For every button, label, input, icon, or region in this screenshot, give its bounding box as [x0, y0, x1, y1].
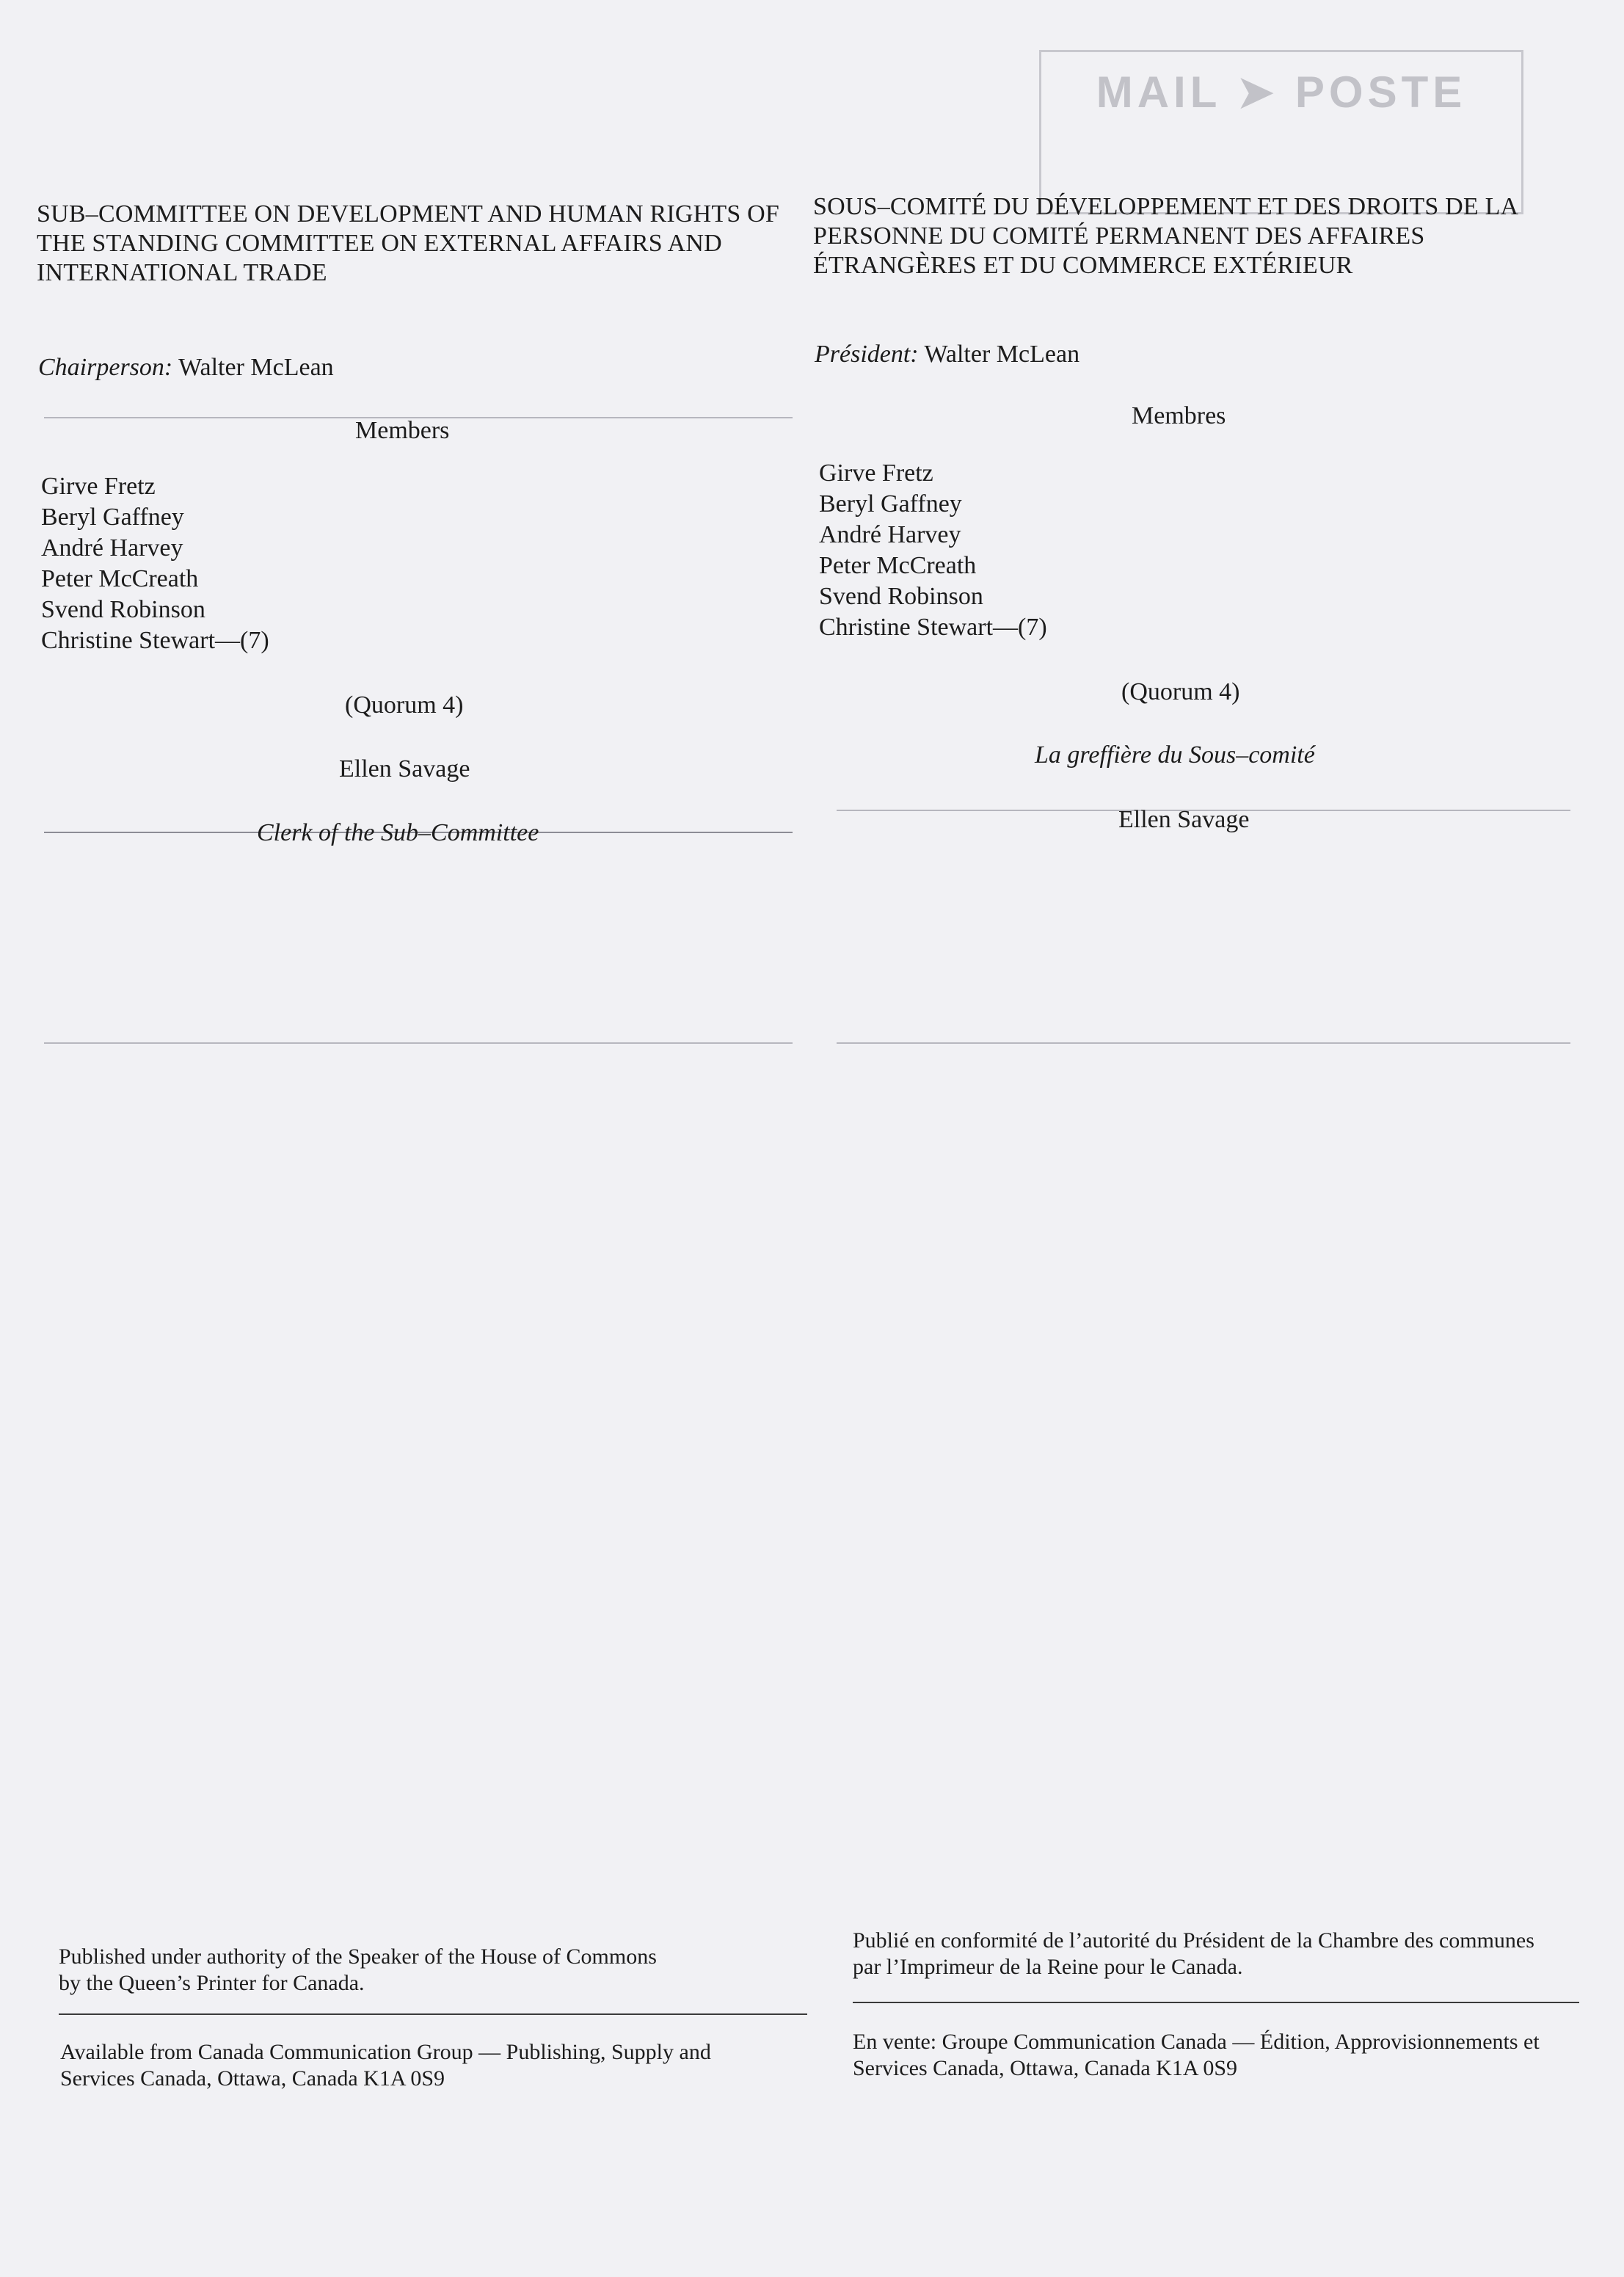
list-item: André Harvey — [819, 521, 961, 548]
french-availability-notice: En vente: Groupe Communication Canada — Édition, Approvisionnements et Services Canada, Ottawa, Canada K1A 0S9 — [853, 2030, 1540, 2080]
english-quorum: (Quorum 4) — [345, 691, 464, 719]
french-clerk-label: La greffière du Sous–comité — [1035, 741, 1315, 769]
list-item: Christine Stewart—(7) — [819, 614, 1047, 641]
list-item: Peter McCreath — [41, 565, 199, 592]
french-quorum: (Quorum 4) — [1121, 678, 1240, 705]
list-item: Beryl Gaffney — [819, 490, 962, 518]
list-item: Peter McCreath — [819, 552, 977, 579]
bleed-rule-3 — [837, 1042, 1570, 1044]
list-item: André Harvey — [41, 534, 183, 562]
list-item: Beryl Gaffney — [41, 504, 184, 531]
french-committee-title: SOUS–COMITÉ DU DÉVELOPPEMENT ET DES DROITS DE LA PERSONNE DU COMITÉ PERMANENT DES AFFAIRES ÉTRANGÈRES ET DU COMMERCE EXTÉRIEUR — [813, 193, 1518, 279]
french-published-notice: Publié en conformité de l’autorité du Président de la Chambre des communes par l’Imprimeur de la Reine pour le Canada. — [853, 1928, 1534, 1979]
french-clerk-name: Ellen Savage — [1118, 806, 1250, 833]
english-availability-notice: Available from Canada Communication Group — Publishing, Supply and Services Canada, Ottawa, Canada K1A 0S9 — [60, 2040, 711, 2091]
english-members-list — [41, 471, 269, 656]
list-item: Christine Stewart—(7) — [41, 627, 269, 654]
english-clerk-name: Ellen Savage — [339, 755, 470, 782]
mail-poste-stamp-bleed: MAIL ➤ POSTE — [1039, 50, 1523, 214]
french-footer-rule — [853, 2002, 1579, 2003]
english-members-heading: Members — [355, 417, 450, 444]
english-committee-title: SUB–COMMITTEE ON DEVELOPMENT AND HUMAN RIGHTS OF THE STANDING COMMITTEE ON EXTERNAL AFFAIRS AND INTERNATIONAL TRADE — [37, 200, 780, 286]
french-members-heading: Membres — [1132, 402, 1226, 429]
list-item: Girve Fretz — [819, 460, 933, 487]
list-item: Svend Robinson — [41, 596, 205, 623]
french-chair-label: Président: — [815, 341, 919, 368]
english-chair-line — [38, 352, 334, 383]
french-chair-name: Walter McLean — [924, 341, 1080, 368]
french-chair-line — [815, 339, 1079, 370]
english-chair-name: Walter McLean — [178, 354, 334, 381]
french-members-list — [819, 458, 1047, 643]
english-published-notice: Published under authority of the Speaker of the House of Commons by the Queen’s Printer for Canada. — [59, 1944, 657, 1995]
english-clerk-label: Clerk of the Sub–Committee — [257, 819, 539, 846]
list-item: Svend Robinson — [819, 583, 983, 610]
bleed-rule-4 — [44, 1042, 793, 1044]
list-item: Girve Fretz — [41, 473, 156, 500]
english-chair-label: Chairperson: — [38, 354, 173, 381]
english-footer-rule — [59, 2013, 807, 2015]
